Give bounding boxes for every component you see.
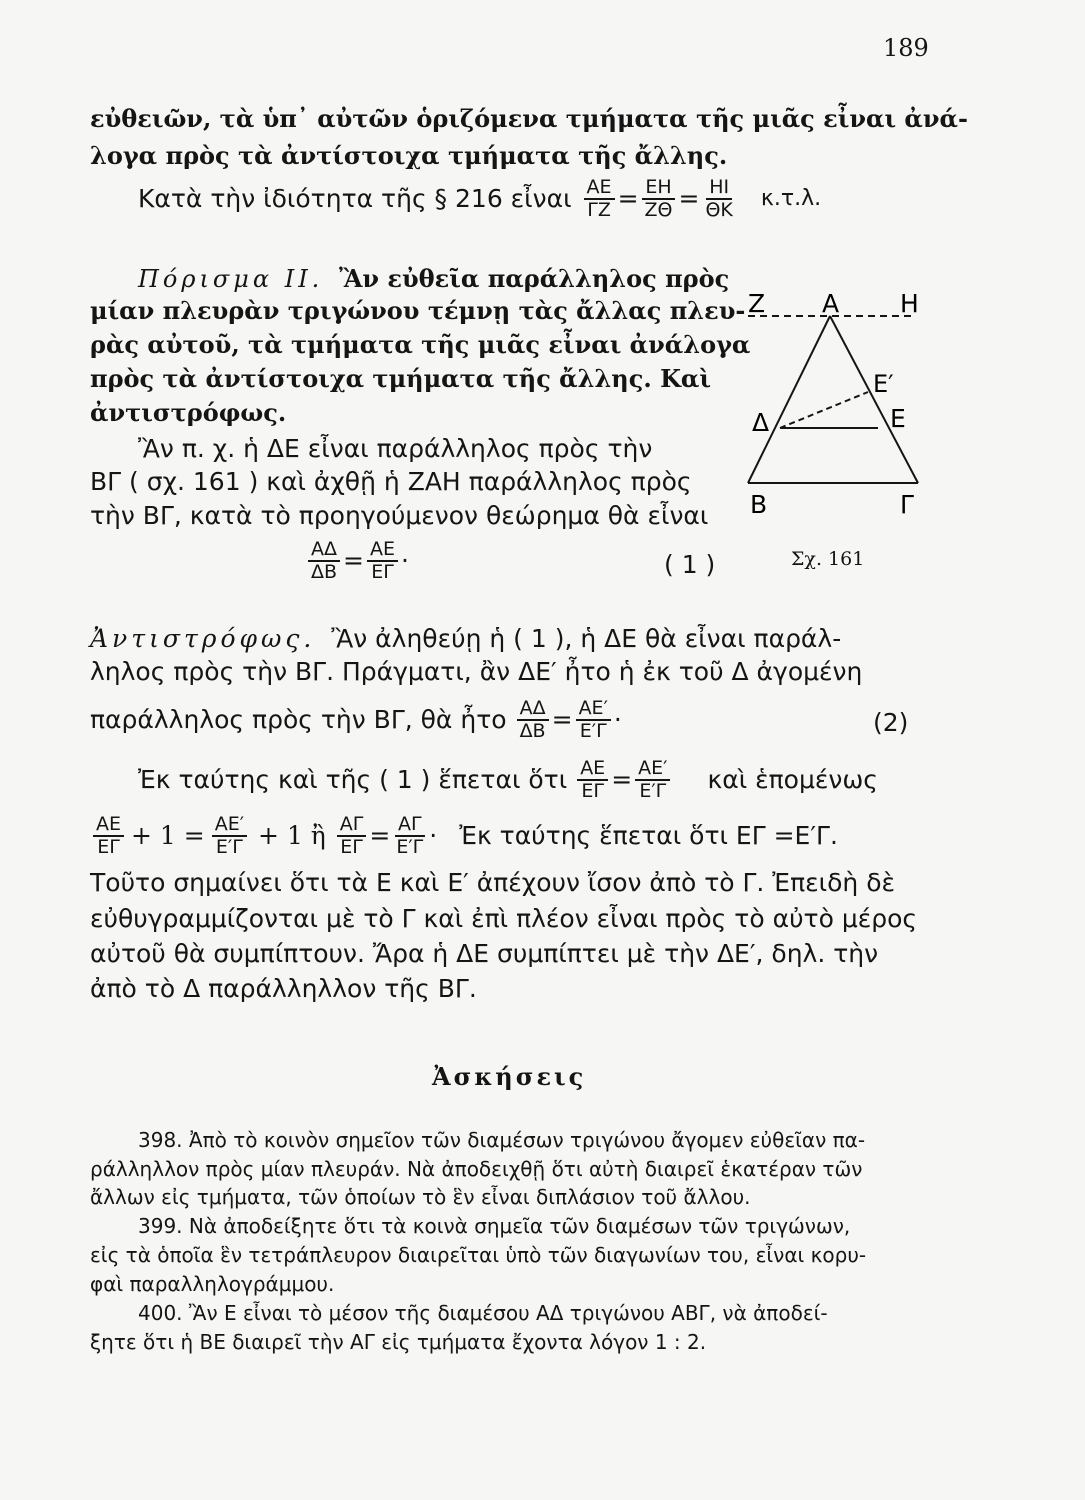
converse-line-4 <box>138 753 878 807</box>
plus-one-or: + 1 ἢ <box>258 821 326 850</box>
fraction-den: ΕΓ <box>340 836 363 858</box>
fraction-ag-eg <box>337 814 367 858</box>
porisma-line-6: Ἂν π. χ. ἡ ΔΕ εἶναι παράλληλος πρὸς τὴν <box>138 434 653 463</box>
side-ab <box>748 316 830 483</box>
converse-line-5-after: Ἐκ ταύτης ἕπεται ὅτι ΕΓ =Ε′Γ. <box>459 821 838 850</box>
fraction-num: ΑΓ <box>395 814 425 837</box>
fraction-num: ΑΕ′ <box>576 698 611 721</box>
fraction-ae-eg <box>577 758 608 802</box>
exercises-heading: Ἀσκήσεις <box>432 1062 587 1091</box>
fraction-den: Ε′Γ <box>579 720 607 742</box>
converse-line-2: ληλος πρὸς τὴν ΒΓ. Πράγματι, ἂν ΔΕ′ ἦτο ἡ ἐκ τοῦ Δ ἀγομένη <box>90 657 863 686</box>
fraction-ad-db <box>517 698 549 742</box>
equals-sign: = <box>617 184 639 213</box>
figure-triangle <box>740 285 930 525</box>
converse-line-1-rest: Ἂν ἀληθεύῃ ἡ ( 1 ), ἡ ΔΕ θὰ εἶναι παράλ- <box>331 624 842 653</box>
side-ag <box>830 316 918 483</box>
fraction-den: Ε′Γ <box>639 780 667 802</box>
page-number: 189 <box>883 34 929 62</box>
converse-line-1 <box>90 623 841 655</box>
fraction-den: ΕΓ <box>581 780 604 802</box>
fraction-eh-zth <box>642 177 676 221</box>
label-a: Α <box>822 289 840 318</box>
plus-one: + 1 = <box>131 821 205 850</box>
porisma-statement-start: Ἂν εὐθεῖα παράλληλος πρὸς <box>338 264 730 293</box>
equals-sign: = <box>551 705 573 734</box>
fraction-den: ΕΓ <box>97 836 120 858</box>
exercise-line: ἄλλων εἰς τμήματα, τῶν ὁποίων τὸ ἓν εἶναι διπλάσιον τοῦ ἄλλου. <box>90 1185 751 1209</box>
converse-line-9: ἀπὸ τὸ Δ παράλληλλον τῆς ΒΓ. <box>90 974 477 1003</box>
fraction-ae-prime <box>635 758 670 802</box>
equation-1 <box>305 536 409 586</box>
converse-line-3 <box>90 693 622 747</box>
fraction-num: ΑΕ <box>367 539 398 562</box>
ktl-abbrev: κ.τ.λ. <box>760 186 822 211</box>
converse-line-3-text: παράλληλος πρὸς τὴν ΒΓ, θὰ ἦτο <box>90 705 507 734</box>
fraction-den: Ε′Γ <box>396 836 424 858</box>
porisma-line-2: μίαν πλευρὰν τριγώνου τέμνῃ τὰς ἄλλας πλευ- <box>90 296 746 325</box>
fraction-num: ΑΔ <box>308 539 340 562</box>
fraction-num: ΑΕ′ <box>635 758 670 781</box>
porisma-line-4: πρὸς τὰ ἀντίστοιχα τμήματα τῆς ἄλλης. Καὶ <box>90 364 712 393</box>
porisma-line-3: ρὰς αὐτοῦ, τὰ τμήματα τῆς μιᾶς εἶναι ἀνάλογα <box>90 330 751 359</box>
label-e-prime: Ε′ <box>873 370 894 398</box>
fraction-den: ΘΚ <box>705 199 733 221</box>
porisma-title: Πόρισμα ΙΙ. <box>138 265 324 293</box>
exercise-line: 399. Νὰ ἀποδείξητε ὅτι τὰ κοινὰ σημεῖα τῶν διαμέσων τῶν τριγώνων, <box>138 1214 851 1238</box>
porisma-line-7: ΒΓ ( σχ. 161 ) καὶ ἀχθῇ ἡ ΖΑΗ παράλληλος πρὸς <box>90 467 692 496</box>
period: · <box>613 705 622 734</box>
porisma-line-1 <box>138 263 729 295</box>
exercise-line: 398. Ἀπὸ τὸ κοινὸν σημεῖον τῶν διαμέσων τριγώνου ἄγομεν εὐθεῖαν πα- <box>138 1128 866 1152</box>
fraction-den: ΔΒ <box>311 561 338 583</box>
fraction-num: ΕΗ <box>642 177 674 200</box>
converse-line-5 <box>90 809 838 863</box>
fraction-ad-db <box>308 539 340 583</box>
fraction-num: ΑΕ′ <box>212 814 247 837</box>
fraction-num: ΑΓ <box>337 814 367 837</box>
top-line-3-text: Κατὰ τὴν ἰδιότητα τῆς § 216 εἶναι <box>138 184 572 213</box>
porisma-line-8: τὴν ΒΓ, κατὰ τὸ προηγούμενον θεώρημα θὰ εἶναι <box>90 501 709 530</box>
fraction-ag-eprime-g <box>393 814 426 858</box>
fraction-den: Ε′Γ <box>215 836 243 858</box>
exercise-line: ξητε ὅτι ἡ ΒΕ διαιρεῖ τὴν ΑΓ εἰς τμήματα ἔχοντα λόγον 1 : 2. <box>90 1330 707 1354</box>
equals-sign: = <box>369 821 391 850</box>
converse-line-4-after: καὶ ἑπομένως <box>707 765 878 794</box>
exercise-line: ράλληλλον πρὸς μίαν πλευράν. Νὰ ἀποδειχθῇ ὅτι αὐτὴ διαιρεῖ ἑκατέραν τῶν <box>90 1157 863 1181</box>
fraction-ae-eg <box>93 814 124 858</box>
fraction-den: ΖΘ <box>644 199 673 221</box>
converse-line-6: Τοῦτο σημαίνει ὅτι τὰ Ε καὶ Ε′ ἀπέχουν ἴσον ἀπὸ τὸ Γ. Ἐπειδὴ δὲ <box>90 868 896 897</box>
porisma-line-5: ἀντιστρόφως. <box>90 398 287 427</box>
fraction-num: ΑΔ <box>517 698 549 721</box>
fraction-ae-prime <box>576 698 611 742</box>
label-b: Β <box>750 490 768 519</box>
exercise-line: 400. Ἂν Ε εἶναι τὸ μέσον τῆς διαμέσου ΑΔ τριγώνου ΑΒΓ, νὰ ἀποδεί- <box>138 1301 828 1325</box>
exercise-line: εἰς τὰ ὁποῖα ἓν τετράπλευρον διαιρεῖται ὑπὸ τῶν διαγωνίων του, εἶναι κορυ- <box>90 1243 867 1267</box>
converse-line-8: αὐτοῦ θὰ συμπίπτουν. Ἄρα ἡ ΔΕ συμπίπτει μὲ τὴν ΔΕ′, δηλ. τὴν <box>90 939 879 968</box>
fraction-den: ΕΓ <box>371 561 394 583</box>
fraction-den: ΓΖ <box>587 199 611 221</box>
label-g: Γ <box>900 490 914 519</box>
converse-title: Ἀντιστρόφως. <box>90 624 316 653</box>
label-e: Ε <box>890 404 906 433</box>
converse-line-4-text: Ἐκ ταύτης καὶ τῆς ( 1 ) ἕπεται ὅτι <box>138 765 568 794</box>
equation-1-label: ( 1 ) <box>664 550 716 579</box>
fraction-den: ΔΒ <box>519 720 546 742</box>
top-line-1: εὐθειῶν, τὰ ὑπ᾽ αὐτῶν ὁριζόμενα τμήματα τῆς μιᾶς εἶναι ἀνά- <box>90 104 968 133</box>
converse-line-7: εὐθυγραμμίζονται μὲ τὸ Γ καὶ ἐπὶ πλέον εἶναι πρὸς τὸ αὐτὸ μέρος <box>90 904 918 933</box>
label-z: Ζ <box>748 289 766 318</box>
fraction-num: ΑΕ <box>584 177 615 200</box>
segment-de-prime <box>780 392 868 428</box>
period: · <box>429 821 438 850</box>
fraction-ae-gz <box>584 177 615 221</box>
fraction-hi-thk <box>702 177 735 221</box>
exercise-line: φαὶ παραλληλογράμμου. <box>90 1272 335 1296</box>
fraction-ae-eg <box>367 539 398 583</box>
label-d: Δ <box>752 408 770 437</box>
top-line-2: λογα πρὸς τὰ ἀντίστοιχα τμήματα τῆς ἄλλης. <box>90 141 728 170</box>
top-line-3 <box>138 174 821 224</box>
fraction-ae-prime <box>212 814 247 858</box>
figure-caption: Σχ. 161 <box>791 548 865 570</box>
equation-2-label: (2) <box>873 708 909 737</box>
fraction-num: ΗΙ <box>706 177 732 200</box>
fraction-num: ΑΕ <box>93 814 124 837</box>
equals-sign: = <box>678 184 700 213</box>
period: · <box>401 546 409 575</box>
label-h: Η <box>900 289 919 318</box>
equals-sign: = <box>611 765 633 794</box>
equals-sign: = <box>343 546 364 575</box>
fraction-num: ΑΕ <box>577 758 608 781</box>
